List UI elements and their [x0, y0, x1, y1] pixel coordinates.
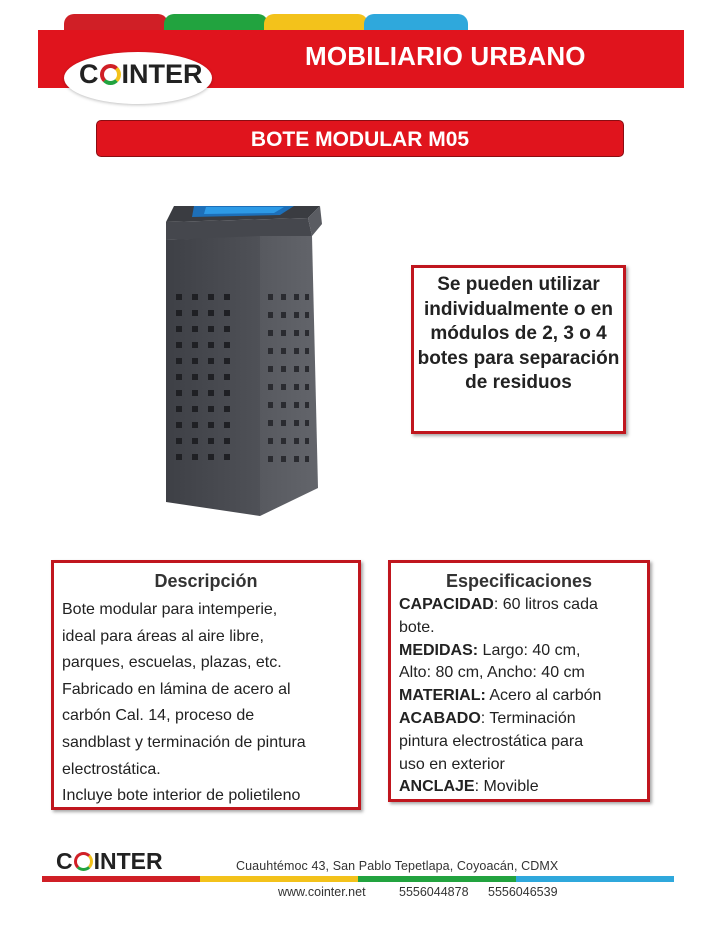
description-line: Incluye bote interior de polietileno — [62, 787, 301, 805]
spec-measures-value: Largo: 40 cm, — [478, 641, 581, 659]
description-line: electrostática. — [62, 760, 161, 778]
spec-material-value: Acero al carbón — [485, 687, 602, 705]
footer-cointer-logo — [56, 848, 163, 875]
description-line: ideal para áreas al aire libre, — [62, 627, 264, 645]
blue-stripe — [516, 876, 674, 882]
spec-anchor — [399, 776, 644, 799]
green-stripe — [358, 876, 516, 882]
description-text — [62, 597, 357, 810]
spec-capacity-value: : 60 litros cada — [493, 596, 598, 613]
description-line: carbón Cal. 14, proceso de — [62, 707, 255, 725]
spec-capacity-label: CAPACIDAD — [399, 596, 494, 613]
description-line: parques, escuelas, plazas, etc. — [62, 654, 282, 672]
spec-anchor-value: : Movible — [474, 778, 539, 796]
footer-phone-2: 5556046539 — [488, 885, 558, 899]
specifications-heading: Especificaciones — [445, 571, 593, 591]
spec-measures — [399, 640, 644, 663]
footer-phone-1: 5556044878 — [399, 885, 469, 899]
spec-measures-cont: Alto: 80 cm, Ancho: 40 cm — [399, 664, 585, 682]
spec-finish-cont: pintura electrostática para — [399, 732, 584, 750]
trash-bin-icon — [158, 196, 330, 516]
cointer-logo — [79, 59, 203, 90]
spec-finish-value: : Terminación — [480, 709, 576, 727]
spec-anchor-label: ANCLAJE — [399, 778, 475, 796]
description-line: Fabricado en lámina de acero al — [62, 680, 291, 698]
logo-text-start: C — [79, 59, 99, 89]
footer-website-link[interactable]: www.cointer.net — [278, 885, 366, 899]
page-title: MOBILIARIO URBANO — [305, 41, 586, 71]
spec-finish — [399, 708, 644, 731]
footer-address: Cuauhtémoc 43, San Pablo Tepetlapa, Coyoacán, CDMX — [236, 859, 559, 873]
product-title: BOTE MODULAR M05 — [250, 128, 470, 151]
spec-finish-cont: uso en exterior — [399, 755, 505, 773]
footer-logo-o-icon — [74, 852, 93, 871]
red-stripe — [42, 876, 200, 882]
spec-material-label: MATERIAL: — [399, 687, 486, 705]
description-heading: Descripción — [154, 571, 258, 591]
footer-logo-text-start: C — [56, 848, 73, 874]
spec-capacity — [399, 594, 644, 617]
logo-text-end: INTER — [121, 59, 203, 89]
specifications-text — [399, 594, 644, 799]
description-line: sandblast y terminación de pintura — [62, 733, 306, 751]
spec-finish-label: ACABADO — [399, 709, 481, 727]
spec-material — [399, 685, 644, 708]
spec-capacity-cont: bote. — [399, 618, 435, 636]
description-line: Bote modular para intemperie, — [62, 601, 278, 618]
footer-logo-text-end: INTER — [93, 848, 163, 874]
footer-color-stripes — [42, 876, 674, 882]
usage-note-text: Se pueden utilizar individualmente o en módulos de 2, 3 o 4 botes para separación de residuos — [417, 274, 620, 394]
logo-o-icon — [100, 64, 121, 85]
yellow-stripe — [200, 876, 358, 882]
spec-measures-label: MEDIDAS: — [399, 641, 479, 659]
